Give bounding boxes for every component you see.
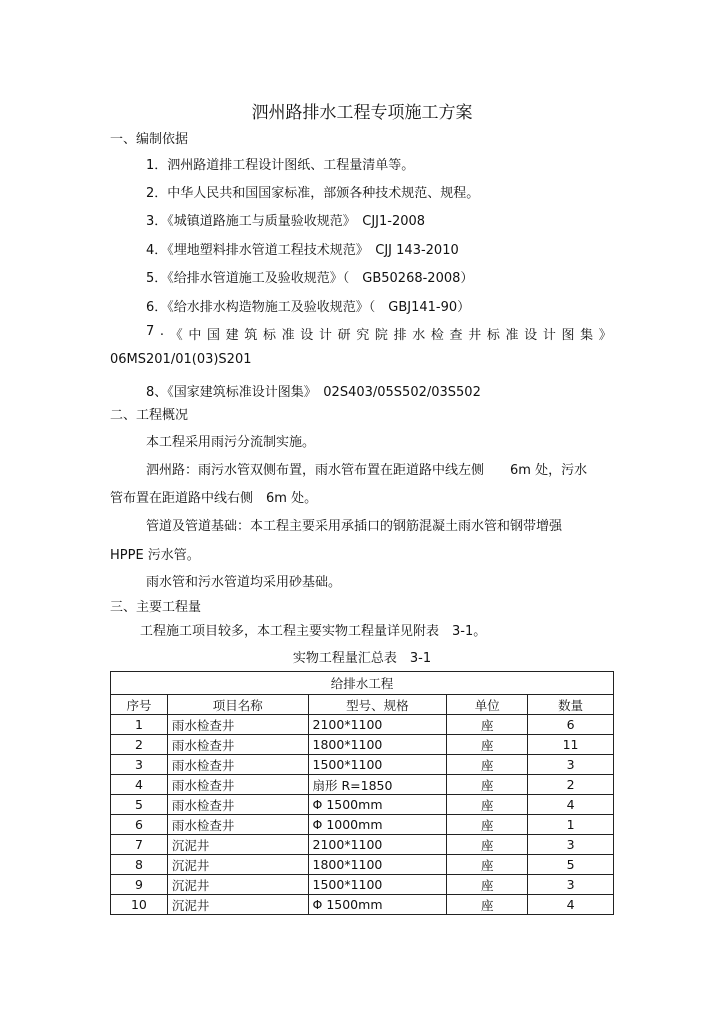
cell-quantity: 3 xyxy=(528,875,614,895)
table-row xyxy=(111,855,614,875)
document-title: 泗州路排水工程专项施工方案 xyxy=(251,103,473,123)
basis-item-7-char: 究 xyxy=(356,328,370,343)
cell-index: 3 xyxy=(111,755,168,775)
table-group-row xyxy=(111,672,614,695)
basis-item-7-char: 排 xyxy=(393,328,407,343)
cell-index: 5 xyxy=(111,795,168,815)
basis-item-2: 2．中华人民共和国国家标准，部颁各种技术规范、规程。 xyxy=(146,186,480,201)
cell-spec: Φ 1000mm xyxy=(308,815,447,835)
basis-item-7 xyxy=(146,324,612,343)
cell-item-name: 雨水检查井 xyxy=(167,795,308,815)
basis-item-7-char: 计 xyxy=(542,328,556,343)
cell-unit: 座 xyxy=(447,795,528,815)
basis-item-7-char: 计 xyxy=(318,328,332,343)
cell-item-name: 雨水检查井 xyxy=(167,815,308,835)
cell-index: 2 xyxy=(111,735,168,755)
header-spec: 型号、规格 xyxy=(308,695,447,715)
header-quantity: 数量 xyxy=(528,695,614,715)
cell-quantity: 4 xyxy=(528,795,614,815)
cell-unit: 座 xyxy=(447,875,528,895)
cell-item-name: 雨水检查井 xyxy=(167,755,308,775)
overview-paragraph-3-line-2: HPPE 污水管。 xyxy=(110,548,200,563)
cell-spec: Φ 1500mm xyxy=(308,895,447,915)
table-row xyxy=(111,895,614,915)
basis-item-7-char: 准 xyxy=(281,328,295,343)
table-caption: 实物工程量汇总表 3-1 xyxy=(292,651,432,666)
basis-item-7-char: 7 xyxy=(146,324,155,339)
basis-item-7-char: 图 xyxy=(561,328,575,343)
quantity-table xyxy=(110,671,614,915)
cell-item-name: 沉泥井 xyxy=(167,895,308,915)
cell-index: 7 xyxy=(111,835,168,855)
cell-unit: 座 xyxy=(447,815,528,835)
basis-item-7-char: 建 xyxy=(225,328,239,343)
overview-paragraph-3-line-1: 管道及管道基础：本工程主要采用承插口的钢筋混凝土雨水管和钢带增强 xyxy=(146,519,563,534)
basis-item-3: 3．《城镇道路施工与质量验收规范》 CJJ1-2008 xyxy=(146,214,426,229)
table-row xyxy=(111,875,614,895)
cell-unit: 座 xyxy=(447,835,528,855)
cell-item-name: 雨水检查井 xyxy=(167,715,308,735)
basis-item-7-char: 井 xyxy=(468,328,482,343)
basis-item-7-char: 中 xyxy=(188,328,202,343)
basis-item-7-char: 水 xyxy=(412,328,426,343)
header-unit: 单位 xyxy=(447,695,528,715)
cell-spec: 1800*1100 xyxy=(308,855,447,875)
basis-item-7-char: 国 xyxy=(207,328,221,343)
basis-item-7-continued: 06MS201/01(03)S201 xyxy=(110,352,252,367)
overview-paragraph-2-line-1: 泗州路：雨污水管双侧布置，雨水管布置在距道路中线左侧 6m 处，污水 xyxy=(146,463,588,478)
table-row xyxy=(111,775,614,795)
section-heading-basis: 一、编制依据 xyxy=(110,132,189,147)
table-row xyxy=(111,715,614,735)
cell-quantity: 4 xyxy=(528,895,614,915)
table-row xyxy=(111,795,614,815)
cell-spec: 2100*1100 xyxy=(308,715,447,735)
header-item-name: 项目名称 xyxy=(167,695,308,715)
overview-paragraph-4: 雨水管和污水管道均采用砂基础。 xyxy=(146,575,342,590)
table-header-row xyxy=(111,695,614,715)
cell-spec: Φ 1500mm xyxy=(308,795,447,815)
basis-item-7-char: 集 xyxy=(580,328,594,343)
basis-item-7-char: 标 xyxy=(262,328,276,343)
basis-item-5: 5．《给排水管道施工及验收规范》（ GB50268-2008） xyxy=(146,271,474,286)
basis-item-7-char: 研 xyxy=(337,328,351,343)
basis-item-1: 1．泗州路道排工程设计图纸、工程量清单等。 xyxy=(146,158,415,173)
cell-quantity: 2 xyxy=(528,775,614,795)
header-index: 序号 xyxy=(111,695,168,715)
cell-item-name: 雨水检查井 xyxy=(167,775,308,795)
basis-item-7-char: 》 xyxy=(598,328,612,343)
table-row xyxy=(111,815,614,835)
basis-item-6: 6．《给水排水构造物施工及验收规范》（ GBJ141-90） xyxy=(146,300,471,315)
cell-index: 9 xyxy=(111,875,168,895)
cell-quantity: 1 xyxy=(528,815,614,835)
cell-spec: 1500*1100 xyxy=(308,755,447,775)
cell-item-name: 沉泥井 xyxy=(167,855,308,875)
cell-spec: 1800*1100 xyxy=(308,735,447,755)
basis-item-7-char: 准 xyxy=(505,328,519,343)
cell-quantity: 3 xyxy=(528,835,614,855)
overview-paragraph-2-line-2: 管布置在距道路中线右侧 6m 处。 xyxy=(110,491,318,506)
table-group-title: 给排水工程 xyxy=(111,672,614,695)
cell-quantity: 11 xyxy=(528,735,614,755)
cell-item-name: 雨水检查井 xyxy=(167,735,308,755)
basis-item-7-char: 查 xyxy=(449,328,463,343)
basis-item-7-char: 设 xyxy=(524,328,538,343)
basis-item-7-char: 设 xyxy=(300,328,314,343)
cell-unit: 座 xyxy=(447,895,528,915)
cell-index: 6 xyxy=(111,815,168,835)
cell-item-name: 沉泥井 xyxy=(167,875,308,895)
quantities-paragraph: 工程施工项目较多，本工程主要实物工程量详见附表 3-1。 xyxy=(140,624,487,639)
cell-index: 4 xyxy=(111,775,168,795)
basis-item-8: 8、《国家建筑标准设计图集》 02S403/05S502/03S502 xyxy=(146,385,481,400)
cell-index: 10 xyxy=(111,895,168,915)
basis-item-7-char: 《 xyxy=(169,328,183,343)
section-heading-quantities: 三、主要工程量 xyxy=(110,600,202,615)
cell-spec: 扇形 R=1850 xyxy=(308,775,447,795)
cell-quantity: 6 xyxy=(528,715,614,735)
basis-item-7-char: . xyxy=(159,324,165,339)
cell-index: 1 xyxy=(111,715,168,735)
table-row xyxy=(111,835,614,855)
cell-unit: 座 xyxy=(447,775,528,795)
basis-item-4: 4．《埋地塑料排水管道工程技术规范》 CJJ 143-2010 xyxy=(146,243,459,258)
cell-spec: 1500*1100 xyxy=(308,875,447,895)
cell-quantity: 3 xyxy=(528,755,614,775)
cell-unit: 座 xyxy=(447,715,528,735)
basis-item-7-char: 标 xyxy=(486,328,500,343)
cell-spec: 2100*1100 xyxy=(308,835,447,855)
cell-index: 8 xyxy=(111,855,168,875)
cell-unit: 座 xyxy=(447,755,528,775)
table-row xyxy=(111,735,614,755)
basis-item-7-char: 筑 xyxy=(244,328,258,343)
section-heading-overview: 二、工程概况 xyxy=(110,408,189,423)
basis-item-7-char: 院 xyxy=(374,328,388,343)
cell-item-name: 沉泥井 xyxy=(167,835,308,855)
basis-item-7-char: 检 xyxy=(430,328,444,343)
cell-unit: 座 xyxy=(447,855,528,875)
cell-quantity: 5 xyxy=(528,855,614,875)
table-row xyxy=(111,755,614,775)
cell-unit: 座 xyxy=(447,735,528,755)
overview-paragraph-1: 本工程采用雨污分流制实施。 xyxy=(146,435,316,450)
